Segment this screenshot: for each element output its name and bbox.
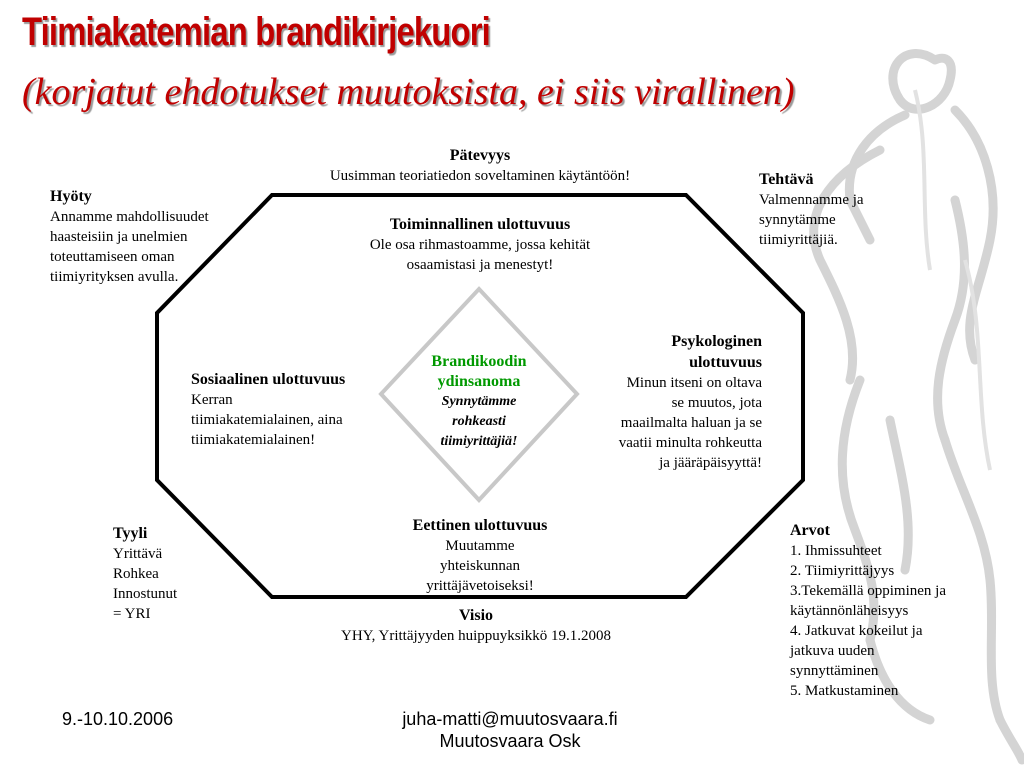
core-message: tiimiyrittäjiä! (440, 434, 518, 449)
psykologinen-line: Minun itseni on oltava (626, 375, 762, 391)
arvot-line: jatkuva uuden (790, 643, 875, 659)
core-message: rohkeasti (452, 414, 506, 429)
psykologinen-line: maailmalta haluan ja se (620, 415, 762, 431)
visio-block (276, 605, 676, 646)
sosiaalinen-line: tiimiakatemialainen! (191, 432, 316, 448)
hyoty-line: haasteisiin ja unelmien (50, 229, 188, 245)
arvot-line: 4. Jatkuvat kokeilut ja (790, 623, 923, 639)
footer-org: Muutosvaara Osk (439, 731, 581, 751)
sosiaalinen-heading: Sosiaalinen ulottuvuus (191, 371, 346, 388)
arvot-line: synnyttäminen (790, 663, 879, 679)
tehtava-line: Valmennamme ja (759, 192, 864, 208)
toiminnallinen-heading: Toiminnallinen ulottuvuus (389, 216, 571, 233)
eettinen-line: yrittäjävetoiseksi! (426, 578, 534, 594)
patevyys-text: Uusimman teoriatiedon soveltaminen käytäntöön! (329, 168, 631, 184)
toiminnallinen-block (320, 214, 640, 275)
arvot-line: 1. Ihmissuhteet (790, 543, 882, 559)
psykologinen-line: se muutos, jota (671, 395, 762, 411)
page-title: Tiimiakatemian brandikirjekuori (22, 10, 490, 54)
arvot-block (790, 520, 990, 701)
psykologinen-line: ja jääräpäisyyttä! (659, 455, 762, 471)
psykologinen-heading: Psykologinen (671, 333, 762, 350)
hyoty-line: tiimiyrityksen avulla. (50, 269, 179, 285)
arvot-line: käytännönläheisyys (790, 603, 909, 619)
hyoty-block (50, 186, 250, 287)
eettinen-line: Muutamme (445, 538, 515, 554)
tyyli-line: Innostunut (113, 586, 178, 602)
eettinen-line: yhteiskunnan (440, 558, 520, 574)
arvot-line: 3.Tekemällä oppiminen ja (790, 583, 946, 599)
tyyli-line: Rohkea (113, 566, 159, 582)
arvot-heading: Arvot (790, 522, 830, 539)
sosiaalinen-block (191, 369, 391, 450)
hyoty-heading: Hyöty (50, 188, 92, 205)
eettinen-heading: Eettinen ulottuvuus (412, 517, 548, 534)
arvot-line: 5. Matkustaminen (790, 683, 899, 699)
tehtava-line: synnytämme (759, 212, 836, 228)
tehtava-block (759, 169, 919, 250)
core-title: ydinsanoma (437, 373, 521, 390)
tyyli-line: Yrittävä (113, 546, 163, 562)
visio-text: YHY, Yrittäjyyden huippuyksikkö 19.1.2008 (341, 628, 611, 644)
tyyli-block (113, 523, 233, 624)
sosiaalinen-line: Kerran (191, 392, 233, 408)
psykologinen-line: vaatii minulta rohkeutta (618, 435, 762, 451)
core-title: Brandikoodin (431, 353, 527, 370)
tehtava-line: tiimiyrittäjiä. (759, 232, 838, 248)
sosiaalinen-line: tiimiakatemialainen, aina (191, 412, 343, 428)
tyyli-heading: Tyyli (113, 525, 148, 542)
visio-heading: Visio (458, 607, 494, 624)
page-subtitle: (korjatut ehdotukset muutoksista, ei siis virallinen) (22, 71, 795, 113)
core-block (409, 352, 549, 452)
eettinen-block (360, 515, 600, 596)
core-message: Synnytämme (441, 394, 517, 409)
tyyli-line: = YRI (113, 606, 151, 622)
arvot-line: 2. Tiimiyrittäjyys (790, 563, 895, 579)
psykologinen-heading: ulottuvuus (689, 354, 762, 371)
patevyys-heading: Pätevyys (449, 147, 511, 164)
footer-email: juha-matti@muutosvaara.fi (402, 709, 618, 729)
footer-contact (380, 708, 640, 752)
psykologinen-block (570, 331, 762, 473)
toiminnallinen-line: Ole osa rihmastoamme, jossa kehität (369, 237, 591, 253)
patevyys-block (280, 145, 680, 186)
tehtava-heading: Tehtävä (759, 171, 814, 188)
hyoty-line: toteuttamiseen oman (50, 249, 175, 265)
toiminnallinen-line: osaamistasi ja menestyt! (406, 257, 554, 273)
footer-date: 9.-10.10.2006 (62, 709, 174, 729)
hyoty-line: Annamme mahdollisuudet (50, 209, 209, 225)
